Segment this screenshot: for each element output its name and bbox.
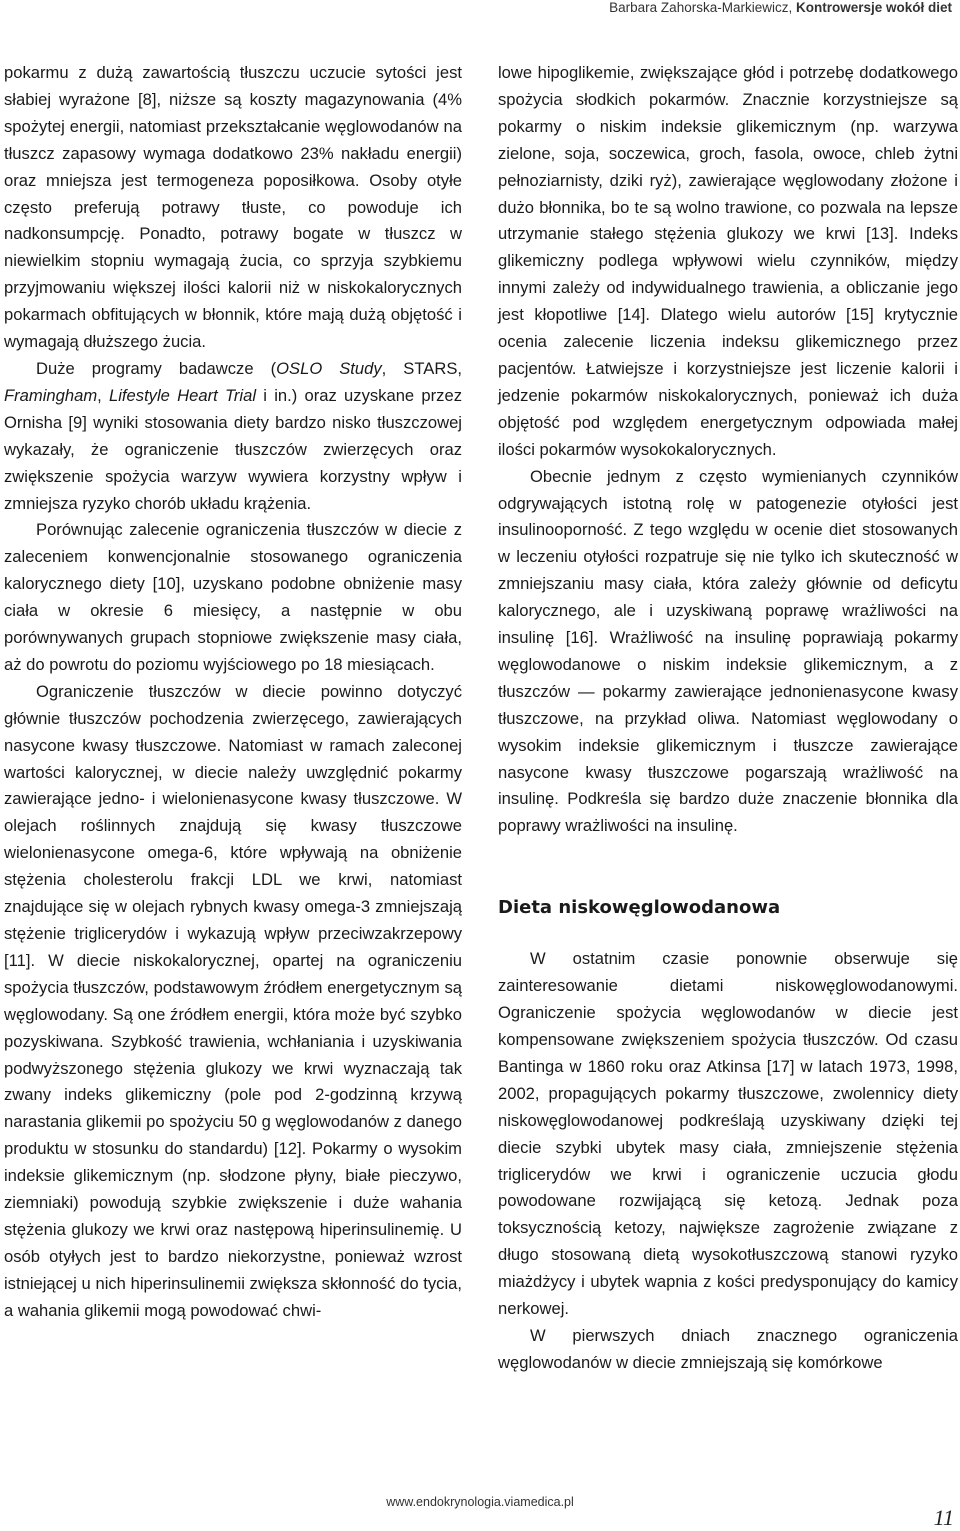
- italic-study-name: Lifestyle Heart Trial: [109, 385, 257, 405]
- italic-study-name: Framingham: [4, 385, 98, 405]
- footer-url: www.endokrynologia.viamedica.pl: [386, 1495, 574, 1509]
- text-run: , STARS,: [381, 358, 462, 378]
- text-run: Duże programy badawcze (: [36, 358, 277, 378]
- paragraph: W pierwszych dniach znacznego ograniczenia węglowodanów w diecie zmniejszają się komórkowe: [498, 1325, 958, 1372]
- paragraph: lowe hipoglikemie, zwiększające głód i potrzebę dodatkowego spożycia słodkich pokarmów. Znacznie korzystniejsze są pokarmy o niskim indeksie glikemicznym (np. warzywa zielone, soja, soczewica, groch, fasola, owoce, chleb żytni pełnoziarnisty, dziki ryż), zawierające węglowodany złożone i dużo błonnika, bo te są wolno trawione, co pozwala na lepsze utrzymanie stałego stężenia glukozy we krwi [13]. Indeks glikemiczny podlega wpływowi wielu czynników, między innymi zależy od indywidualnego trawienia, a obliczanie jego jest kłopotliwe [14]. Dlatego wielu autorów [15] krytycznie ocenia zalecenie liczenia indeksu glikemicznego przez pacjentów. Łatwiejsze i korzystniejsze jest liczenie kalorii i jedzenie pokarmów niskokalorycznych, ponieważ ich duża objętość pod względem energetycznym odpowiada małej ilości pokarmów wysokokalorycznych.: [498, 63, 958, 459]
- text-run: ,: [97, 385, 110, 405]
- running-head: [609, 0, 952, 15]
- paragraph: Porównując zalecenie ograniczenia tłuszczów w diecie z zaleceniem konwencjonalnie stosowanego ograniczenia kalorycznego diety [10], uzyskano podobne obniżenie masy ciała w okresie 6 miesięcy, a następnie w obu porównywanych grupach stopniowe zwiększenie masy ciała, aż do powrotu do poziomu wyjściowego po 18 miesiącach.: [4, 520, 462, 674]
- page-number: 11: [933, 1505, 954, 1530]
- right-column: [498, 60, 958, 1377]
- paragraph: pokarmu z dużą zawartością tłuszczu uczucie sytości jest słabiej wyrażone [8], niższe są koszty magazynowania (4% spożytej energii, natomiast przekształcanie węglowodanów na tłuszcz zapasowy wymaga dodatkowo 23% nakładu energii) oraz mniejsza jest termogeneza poposiłkowa. Osoby otyłe często preferują potrawy tłuste, co powoduje ich nadkonsumpcję. Ponadto, potrawy bogate w tłuszcz w niewielkim stopniu wymagają żucia, co sprzyja szybkiemu przyjmowaniu większej ilości kalorii niż w niskokalorycznych pokarmach obfitujących w błonnik, które mają dużą objętość i wymagają dłuższego żucia.: [4, 63, 462, 352]
- italic-study-name: OSLO Study: [276, 358, 382, 378]
- text-run: i in.) oraz uzyskane przez Ornisha [9] wyniki stosowania diety bardzo nisko tłuszczowej wykazały, że ograniczenie tłuszczów zwierzęcych oraz zwiększenie spożycia warzyw wywiera korzystny wpływ i zmniejsza ryzyko chorób układu krążenia.: [4, 385, 462, 513]
- paragraph: Ograniczenie tłuszczów w diecie powinno dotyczyć głównie tłuszczów pochodzenia zwierzęcego, zawierających nasycone kwasy tłuszczowe. Natomiast w ramach zaleconej wartości kalorycznej, w diecie należy uwzględnić pokarmy zawierające jedno- i wielonienasycone kwasy tłuszczowe. W olejach roślinnych znajdują się kwasy tłuszczowe wielonienasycone omega-6, które wpływają na obniżenie stężenia cholesterolu frakcji LDL we krwi, natomiast znajdujące się w olejach rybnych kwasy omega-3 zmniejszają stężenie triglicerydów i wykazują wpływ przeciwzakrzepowy [11]. W diecie niskokalorycznej, opartej na ograniczeniu spożycia tłuszczów, podstawowym źródłem energetycznym są węglowodany. Są one źródłem energii, która może być szybko pozyskiwana. Szybkość trawienia, wchłaniania i uzyskiwania podwyższonego stężenia glukozy we krwi wyznaczają tak zwany indeks glikemiczny (pole pod 2-godzinną krzywą narastania glikemii po spożyciu 50 g węglowodanów z danego produktu w stosunku do standardu) [12]. Pokarmy o wysokim indeksie glikemicznym (np. słodzone płyny, białe pieczywo, ziemniaki) powodują szybkie zwiększenie i duże wahania stężenia glukozy we krwi oraz następową hiperinsulinemię. U osób otyłych jest to bardzo niekorzystne, ponieważ wzrost istniejącej u nich hiperinsulinemii zwiększa skłonność do tycia, a wahania glikemii mogą powodować chwi-: [4, 681, 462, 1320]
- running-head-author: Barbara Zahorska-Markiewicz,: [609, 0, 796, 15]
- paragraph: Obecnie jednym z często wymienianych czynników odgrywających istotną rolę w patogenezie otyłości jest insulinooporność. Z tego względu w ocenie diet stosowanych w leczeniu otyłości rozpatruje się nie tylko ich skuteczność w zmniejszaniu masy ciała, która zależy głównie od deficytu kalorycznego, ale i uzyskiwaną poprawę wrażliwości na insulinę [16]. Wrażliwość na insulinę poprawiają pokarmy węglowodanowe o niskim indeksie glikemicznym, a z tłuszczów — pokarmy zawierające jednonienasycone kwasy tłuszczowe, na przykład oliwa. Natomiast węglowodany o wysokim indeksie glikemicznym i tłuszcze zawierające nasycone kwasy tłuszczowe pogarszają wrażliwość na insulinę. Podkreśla się bardzo duże znaczenie błonnika dla poprawy wrażliwości na insulinę.: [498, 466, 958, 836]
- left-column: [4, 60, 462, 1325]
- paragraph: W ostatnim czasie ponownie obserwuje się zainteresowanie dietami niskowęglowodanowymi. Ograniczenie spożycia węglowodanów w diecie jest kompensowane zwiększeniem spożycia tłuszczów. Od czasu Bantinga w 1860 roku oraz Atkinsa [17] w latach 1973, 1998, 2002, propagujących pokarmy tłuszczowe, zwolennicy diety niskowęglowodanowej podkreślają uzyskiwany dzięki tej diecie szybki ubytek masy ciała, zmniejszenie stężenia triglicerydów we krwi i ograniczenie uczucia głodu powodowane rozwijającą się ketozą. Jednak poza toksycznością ketozy, największe zagrożenie związane z długo stosowaną dietą wysokotłuszczową stanowi ryzyko miażdżycy i ubytek wapnia z kości predysponujący do kamicy nerkowej.: [498, 949, 958, 1319]
- paragraph: [4, 356, 462, 517]
- running-head-title: Kontrowersje wokół diet: [795, 0, 952, 15]
- section-heading: Dieta niskowęglowodanowa: [498, 897, 781, 919]
